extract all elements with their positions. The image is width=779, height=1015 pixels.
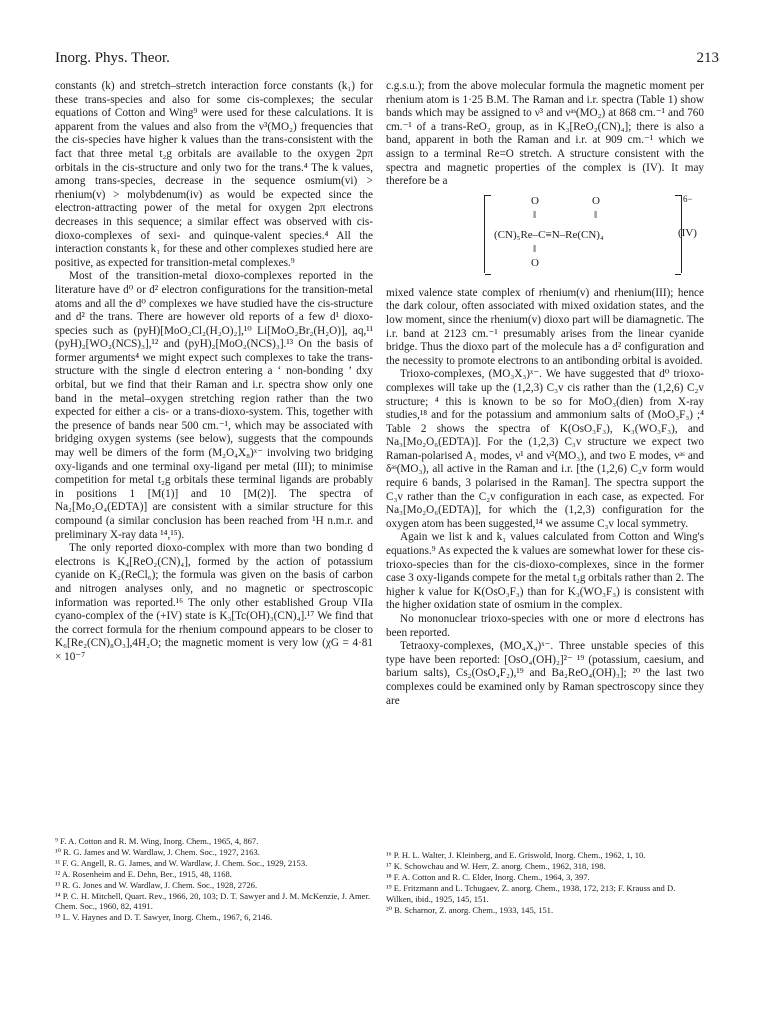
double-bond: ‖ [533,208,537,221]
footnote: ¹⁷ K. Schowchau and W. Herr, Z. anorg. Chem., 1962, 318, 198. [386,860,606,871]
footnote: ¹⁰ R. G. James and W. Wardlaw, J. Chem. Soc., 1927, 2163. [55,846,260,857]
paragraph: Trioxo-complexes, (MO₃X₃)ˣ⁻. We have suggested that d⁰ trioxo-complexes will take up the (1,2,3) C₃v cis rather than the (1,2,6) C₂v structure; ⁴ this is known to be so for MoO₃(dien) from X-ray studies,¹⁸ and for the potassium and ammonium salts of (MoO₃F₃) ;⁴ Table 2 shows the spectra of K(OsO₃F₃), K₃(WO₃F₃), and Na₃[Mo₂O₆(EDTA)]. For the (1,2,3) C₃v structure we expect two Raman-polarised A₁ modes, ν¹ and ν²(MO₃), and two E modes, νᵃˢ and δᵃˢ(MO₃), all active in the Raman and i.r. [the (1,2,6) C₂v form would require 6 bands, 3 polarised in the Raman]. The spectra support the C₃v rather than the C₂v configuration in each case, as expected. For Na₃[Mo₂O₆(EDTA)], for which the (1,2,3) configuration for the oxygen atom has been suggested,¹⁴ we assume C₃v local symmetry. [386,368,704,530]
footnote: ¹⁵ L. V. Haynes and D. T. Sawyer, Inorg. Chem., 1967, 6, 2146. [55,912,273,923]
footnote: ¹⁸ F. A. Cotton and R. C. Elder, Inorg. Chem., 1964, 3, 397. [386,871,590,882]
oxygen-label: O [531,194,539,207]
double-bond: ‖ [533,242,537,255]
paragraph: mixed valence state complex of rhenium(v) and rhenium(III); hence the dark colour, often associated with mixed oxidation states, and the low moment, since the rhenium(v) dioxo part will be diamagnetic. The i.r. band at 2123 cm.⁻¹ presumably arises from the linear cyanide bridge. Thus the dioxo part of the molecule has a d² configuration and the necessity to promote electrons to an antibonding orbital is avoided. [386,286,704,367]
right-column [386,80,704,708]
oxygen-label: O [592,194,600,207]
footnotes-left [55,836,373,923]
footnote: ⁹ F. A. Cotton and R. M. Wing, Inorg. Chem., 1965, 4, 867. [55,836,259,846]
structure-number: (IV) [678,226,697,239]
footnote: ¹² A. Rosenheim and E. Dehn, Ber., 1915, 48, 1168. [55,868,232,879]
structure-formula: (CN)₅Re–C≡N–Re(CN)₄ [494,228,604,241]
paragraph: Again we list k and k₁ values calculated from Cotton and Wing's equations.⁹ As expected the k values are somewhat lower for these cis-trioxo-species than for the cis-dioxo-complexes, since in the former case 3 oxy-ligands compete for the metal t₂g orbitals rather than 2. The higher k value for K(OsO₃F₃) than for K₃(WO₃F₃) is consistent with the higher oxidation state of osmium in the complex. [386,531,704,612]
footnote: ¹³ R. G. Jones and W. Wardlaw, J. Chem. Soc., 1928, 2726. [55,879,258,890]
footnote: ¹¹ F. G. Angell, R. G. James, and W. Wardlaw, J. Chem. Soc., 1929, 2153. [55,857,308,868]
paragraph: c.g.s.u.); from the above molecular formula the magnetic moment per rhenium atom is 1·25 B.M. The Raman and i.r. spectra (Table 1) show bands which may be assigned to ν³ and νᵃˢ(MO₂) at 868 cm.⁻¹ and 760 cm.⁻¹ of a trans-ReO₂ group, as in K₃[ReO₂(CN)₄]; there is also a band, apparent in both the Raman and i.r. at 909 cm.⁻¹ which we assign to a terminal Re=O stretch. A structure consistent with the spectra and magnetic properties of the complex is (IV). It may therefore be a [386,80,704,188]
paragraph: The only reported dioxo-complex with more than two bonding d electrons is K₄[ReO₂(CN)₄], formed by the action of potassium cyanide on K₂(ReCl₆); the formula was given on the basis of carbon and nitrogen analyses only, and no magnetic or spectroscopic information was reported.¹⁶ The only other established Group VIIa cyano-complex of the (+IV) state is K₃[Tc(OH)₃(CN)₄].¹⁷ We find that the correct formula for the rhenium compound appears to be closer to K₆[Re₂(CN)₈O₃],4H₂O; the magnetic moment is very low (χG = 4·81 × 10⁻⁷ [55,542,373,663]
page-number: 213 [696,50,719,66]
footnotes-right [386,850,704,915]
structure-iv-figure [386,191,704,283]
oxygen-label: O [531,256,539,269]
paragraph: Most of the transition-metal dioxo-complexes reported in the literature have d⁰ or d² electron configurations for the transition-metal atoms and all the d⁰ complexes we have studied have the cis-structure and d² the trans. There are however old reports of a few d¹ dioxo-species such as (pyH)[MoO₂Cl₂(H₂O)₂],¹⁰ Li[MoO₂Br₂(H₂O)], aq,¹¹ (pyH)₂[WO₂(NCS)₃],¹² and (pyH)₂[MoO₂(NCS)₃].¹³ On the basis of former arguments⁴ we might expect such complexes to take the trans-structure with the single d electron entering a ‘ non-bonding ’ dxy orbital, but we find that their Raman and i.r. spectra show only one band in the metal–oxygen stretching region rather than the two expected for either a cis- or a trans-dioxo-system. This, together with the presence of bands near 500 cm.⁻¹, which may be associated with bridging oxygen systems (see below), suggests that the compounds may well be dimers of the form (M₂O₄X₈)ˣ⁻ involving two bridging oxy-ligands and one terminal oxy-ligand per metal (III); to minimise competition for metal t₂g orbitals these terminal ligands are probably in positions 1 [M(1)] and 10 [M(2)]. The spectra of Na₂[Mo₂O₄(EDTA)] are consistent with a similar structure for this compound (a similar conclusion has been reached from ¹H n.m.r. and preliminary X-ray data ¹⁴,¹⁵). [55,270,373,541]
journal-header: Inorg. Phys. Theor. [55,50,170,66]
paragraph: Tetraoxy-complexes, (MO₄X₄)ˣ⁻. Three unstable species of this type have been reported: [OsO₄(OH)₂]²⁻ ¹⁹ (potassium, caesium, and barium salts), Cs₂(OsO₄F₂),¹⁹ and Ba₂ReO₄(OH)₃]; ²⁰ the last two complexes could be examined only by Raman spectroscopy since they are [386,640,704,707]
complex-charge: 6− [683,193,693,204]
footnote: ¹⁶ P. H. L. Walter, J. Kleinberg, and E. Griswold, Inorg. Chem., 1962, 1, 10. [386,850,646,860]
footnote: ¹⁴ P. C. H. Mitchell, Quart. Rev., 1966, 20, 103; D. T. Sawyer and J. M. McKenzie, J. Amer. Chem. Soc., 1960, 82, 4191. [55,890,370,912]
footnote: ¹⁹ E. Fritzmann and L. Tchugaev, Z. anorg. Chem., 1938, 172, 213; F. Krauss and D. Wilken, ibid., 1925, 145, 151. [386,882,676,904]
paragraph: No mononuclear trioxo-species with one or more d electrons has been reported. [386,613,704,639]
paragraph: constants (k) and stretch–stretch interaction force constants (k₁) for these trans-species and also for some cis-complexes; the secular equations of Cotton and Wing⁹ were used for these calculations. It is apparent from the values and also from the ν³(MO₂) frequencies that the cis-species have higher k values than the trans-consistent with the fact that three metal t₂g orbitals are available to the oxygen 2pπ orbitals in the cis-structure and only two for the trans.⁴ The k values, among trans-species, decrease in the sequence osmium(vi) > rhenium(v) > molybdenum(iv) as would be expected since the electron-attracting power of the metal for oxygen 2pπ electrons decreases in this sequence; a similar effect was observed with cis-dioxo-complexes of sexi- and quinque-valent species.⁴ All the interaction constants k₁ for these and other complexes studied here are positive, as expected for transition-metal complexes.⁹ [55,80,373,269]
double-bond: ‖ [594,208,598,221]
left-column [55,80,373,665]
footnote: ²⁰ B. Scharnor, Z. anorg. Chem., 1933, 145, 151. [386,904,554,915]
